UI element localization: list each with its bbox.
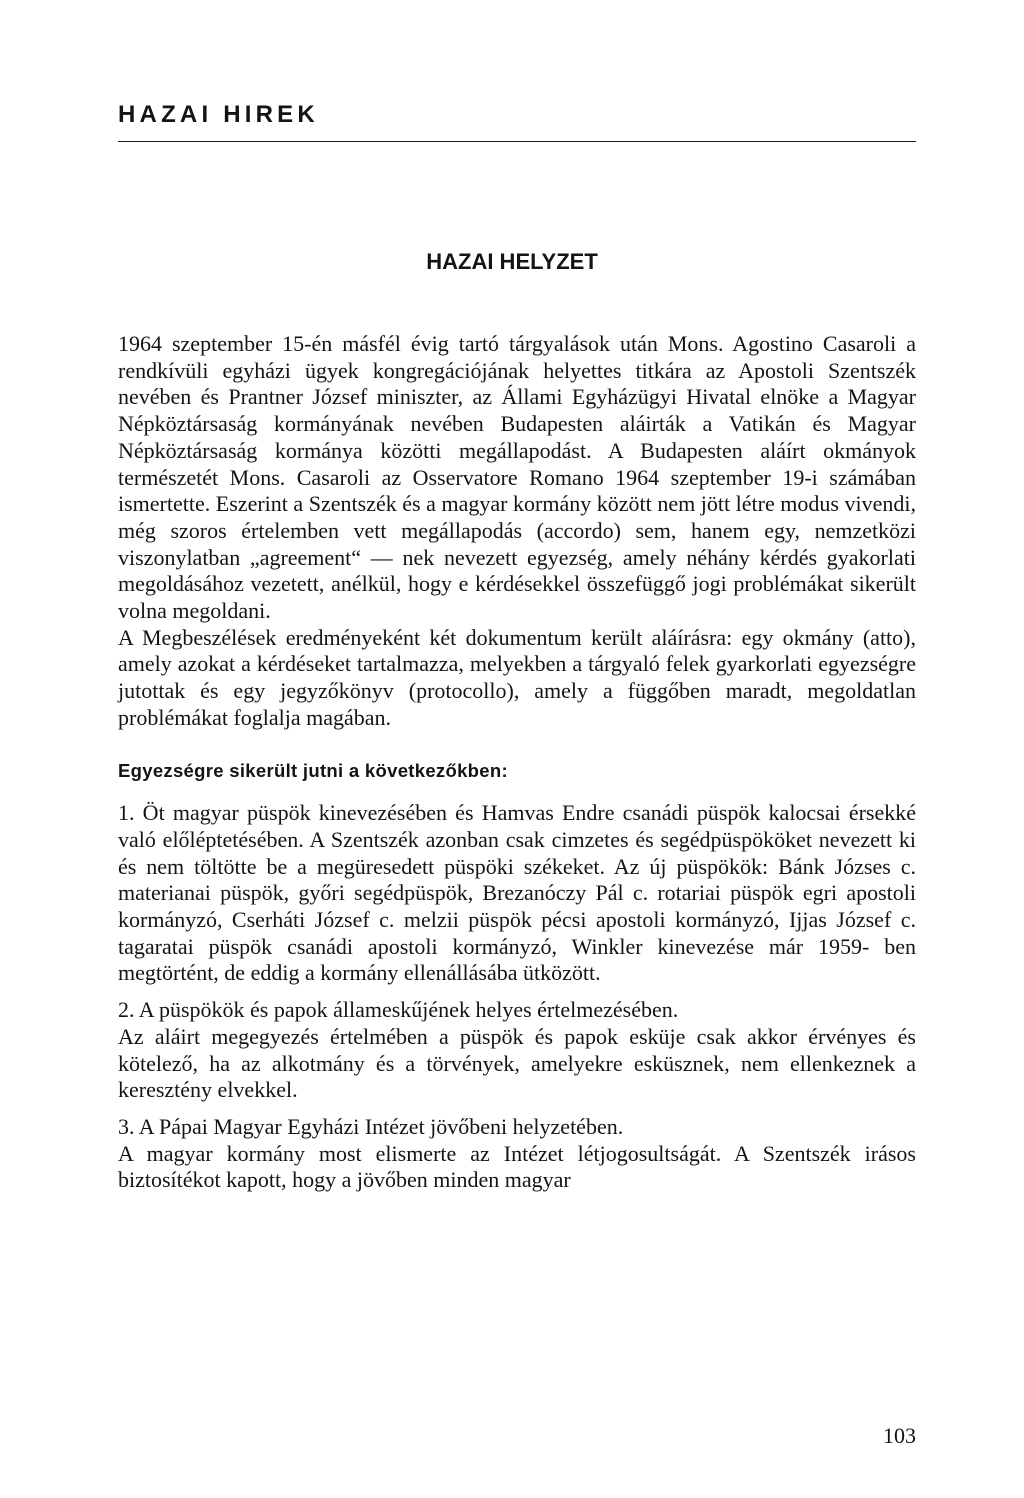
- agreement-subheading: Egyezségre sikerült jutni a következőkben:: [118, 759, 508, 781]
- point-2-body: Az aláirt megegyezés értelmében a püspök és papok esküje csak akkor érvényes és kötelező, ha az alkotmány és a törvények, amelyekre esküsznek, nem ellenkeznek a keresztény elvekkel.: [118, 1023, 916, 1103]
- point-3-body: A magyar kormány most elismerte az Intézet létjogosultságát. A Szentszék irásos biztosítékot kapott, hogy a jövőben minden magyar: [118, 1140, 916, 1193]
- intro-paragraph: 1964 szeptember 15-én másfél évig tartó tárgyalások után Mons. Agostino Casaroli a rendkívüli egyházi ügyek kongregációjának helyettes titkára az Apostoli Szentszék nevében és Prantner József miniszter, az Állami Egyházügyi Hivatal elnöke a Magyar Népköztársaság kormányának nevében Budapesten aláirták a Vatikán és Magyar Népköztársaság kormánya közötti megállapodást. A Budapesten aláírt okmányok természetét Mons. Casaroli az Osservatore Romano 1964 szeptember 19-i számában ismertette. Eszerint a Szentszék és a magyar kormány között nem jött létre modus vivendi, még szoros értelemben vett megállapodás (accordo) sem, hanem egy, nemzetközi viszonylatban „agreement“ — nek nevezett egyezség, amely néhány kérdés gyakorlati megoldásához vezetett, anélkül, hogy e kérdésekkel összefüggő jogi problémákat sikerült volna megoldani.: [118, 331, 916, 624]
- point-2-heading: 2. A püspökök és papok állameskűjének helyes értelmezésében.: [118, 997, 679, 1023]
- point-3-heading: 3. A Pápai Magyar Egyházi Intézet jövőbeni helyzetében.: [118, 1113, 624, 1139]
- section-title: HAZAI HIREK: [118, 101, 319, 128]
- documents-paragraph: A Megbeszélések eredményeként két dokumentum került aláírásra: egy okmány (atto), amely azokat a kérdéseket tartalmazza, melyekben a tárgyaló felek gyarkorlati egyezségre jutottak és egy jegyzőkönyv (protocollo), amely a függőben maradt, megoldatlan problémákat foglalja magában.: [118, 624, 916, 730]
- section-header: [118, 100, 916, 142]
- point-1-paragraph: 1. Öt magyar püspök kinevezésében és Hamvas Endre csanádi püspök kalocsai érsekké való előléptetésében. A Szentszék azonban csak cimzetes és segédpüspököket nevezett ki és nem töltötte be a megüresedett püspöki székeket. Az új püspökök: Bánk Józses c. materianai püspök, győri segédpüspök, Brezanóczy Pál c. rotariai püspök egri apostoli kormányzó, Cserháti József c. melzii püspök pécsi apostoli kormányzó, Ijjas József c. tagaratai püspök csanádi apostoli kormányzó, Winkler kinevezése már 1959- ben megtörtént, de eddig a kormány ellenállásába ütközött.: [118, 800, 916, 986]
- section-divider: [118, 141, 916, 142]
- article-body: [118, 331, 916, 1194]
- page-number: 103: [883, 1423, 916, 1448]
- article-title: HAZAI HELYZET: [426, 249, 598, 274]
